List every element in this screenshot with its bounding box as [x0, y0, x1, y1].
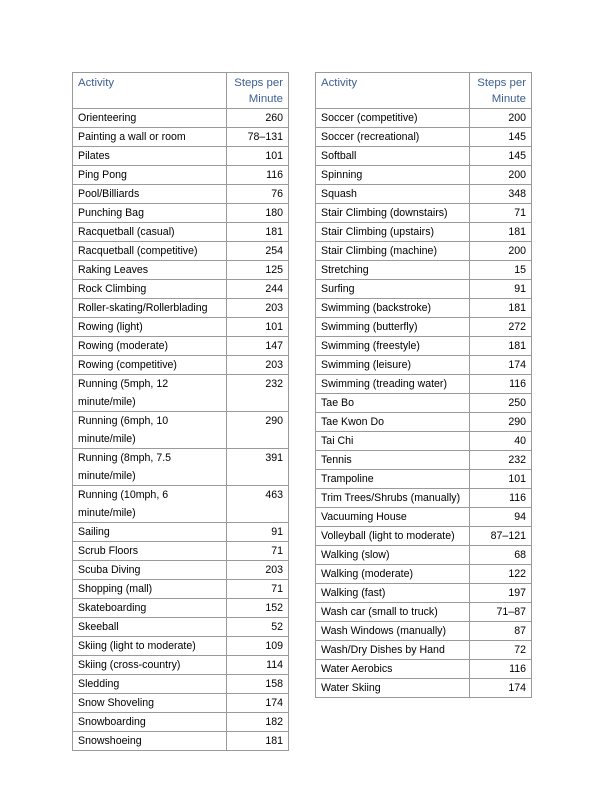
steps-column-header: Steps per Minute: [227, 73, 289, 109]
table-row: [73, 694, 289, 713]
activity-cell: Stair Climbing (upstairs): [316, 223, 470, 242]
steps-cell: 125: [227, 261, 289, 280]
table-row: [73, 280, 289, 299]
activity-cell: Running (8mph, 7.5 minute/mile): [73, 449, 227, 486]
steps-cell: 203: [227, 561, 289, 580]
activity-cell: Pool/Billiards: [73, 185, 227, 204]
table-row: [73, 299, 289, 318]
table-header-row: [73, 73, 289, 109]
activity-cell: Rowing (moderate): [73, 337, 227, 356]
steps-cell: 52: [227, 618, 289, 637]
activity-cell: Shopping (mall): [73, 580, 227, 599]
activity-cell: Pilates: [73, 147, 227, 166]
table-row: [73, 223, 289, 242]
steps-cell: 200: [470, 166, 532, 185]
activity-cell: Swimming (backstroke): [316, 299, 470, 318]
table-row: [73, 412, 289, 449]
table-row: [73, 318, 289, 337]
activity-cell: Running (10mph, 6 minute/mile): [73, 486, 227, 523]
steps-cell: 348: [470, 185, 532, 204]
steps-cell: 250: [470, 394, 532, 413]
table-row: [316, 128, 532, 147]
activity-cell: Water Skiing: [316, 679, 470, 698]
steps-cell: 174: [470, 679, 532, 698]
table-row: [73, 166, 289, 185]
table-row: [316, 356, 532, 375]
steps-cell: 200: [470, 242, 532, 261]
activity-cell: Rowing (competitive): [73, 356, 227, 375]
table-row: [316, 261, 532, 280]
table-row: [316, 527, 532, 546]
table-row: [316, 394, 532, 413]
steps-cell: 15: [470, 261, 532, 280]
activity-cell: Skiing (light to moderate): [73, 637, 227, 656]
activity-cell: Scrub Floors: [73, 542, 227, 561]
steps-cell: 272: [470, 318, 532, 337]
activity-cell: Stretching: [316, 261, 470, 280]
activity-cell: Soccer (competitive): [316, 109, 470, 128]
activity-cell: Rowing (light): [73, 318, 227, 337]
activity-cell: Orienteering: [73, 109, 227, 128]
table-body: [316, 109, 532, 698]
activity-cell: Scuba Diving: [73, 561, 227, 580]
table-row: [316, 679, 532, 698]
steps-cell: 87–121: [470, 527, 532, 546]
steps-cell: 232: [470, 451, 532, 470]
table-row: [316, 622, 532, 641]
steps-table-right: [315, 72, 532, 698]
table-row: [73, 261, 289, 280]
activity-cell: Trim Trees/Shrubs (manually): [316, 489, 470, 508]
steps-cell: 244: [227, 280, 289, 299]
table-row: [73, 449, 289, 486]
steps-cell: 72: [470, 641, 532, 660]
table-row: [316, 223, 532, 242]
activity-cell: Surfing: [316, 280, 470, 299]
table-row: [316, 280, 532, 299]
activity-cell: Tae Kwon Do: [316, 413, 470, 432]
steps-cell: 174: [470, 356, 532, 375]
activity-cell: Squash: [316, 185, 470, 204]
steps-cell: 158: [227, 675, 289, 694]
table-body: [73, 109, 289, 751]
activity-cell: Walking (fast): [316, 584, 470, 603]
steps-cell: 391: [227, 449, 289, 486]
steps-cell: 71: [470, 204, 532, 223]
activity-cell: Stair Climbing (machine): [316, 242, 470, 261]
steps-cell: 145: [470, 128, 532, 147]
activity-cell: Swimming (treading water): [316, 375, 470, 394]
table-row: [73, 618, 289, 637]
steps-cell: 116: [470, 375, 532, 394]
table-row: [73, 204, 289, 223]
activity-cell: Walking (slow): [316, 546, 470, 565]
table-row: [73, 580, 289, 599]
steps-cell: 180: [227, 204, 289, 223]
activity-cell: Racquetball (competitive): [73, 242, 227, 261]
activity-cell: Sledding: [73, 675, 227, 694]
steps-cell: 116: [470, 489, 532, 508]
table-row: [73, 128, 289, 147]
table-row: [73, 147, 289, 166]
activity-cell: Snowshoeing: [73, 732, 227, 751]
activity-cell: Tae Bo: [316, 394, 470, 413]
steps-cell: 232: [227, 375, 289, 412]
table-row: [316, 204, 532, 223]
steps-cell: 181: [470, 223, 532, 242]
activity-cell: Painting a wall or room: [73, 128, 227, 147]
activity-cell: Skeeball: [73, 618, 227, 637]
steps-cell: 197: [470, 584, 532, 603]
table-row: [316, 660, 532, 679]
activity-cell: Ping Pong: [73, 166, 227, 185]
table-row: [73, 375, 289, 412]
table-row: [73, 185, 289, 204]
steps-cell: 116: [227, 166, 289, 185]
table-row: [73, 713, 289, 732]
table-row: [316, 641, 532, 660]
activity-cell: Swimming (butterfly): [316, 318, 470, 337]
activity-cell: Spinning: [316, 166, 470, 185]
activity-column-header: Activity: [73, 73, 227, 109]
table-row: [73, 599, 289, 618]
steps-cell: 101: [227, 147, 289, 166]
activity-column-header: Activity: [316, 73, 470, 109]
steps-cell: 116: [470, 660, 532, 679]
steps-cell: 76: [227, 185, 289, 204]
activity-cell: Roller-skating/Rollerblading: [73, 299, 227, 318]
steps-cell: 181: [227, 223, 289, 242]
activity-cell: Trampoline: [316, 470, 470, 489]
steps-cell: 181: [470, 337, 532, 356]
steps-cell: 94: [470, 508, 532, 527]
table-row: [316, 413, 532, 432]
steps-cell: 68: [470, 546, 532, 565]
activity-cell: Running (5mph, 12 minute/mile): [73, 375, 227, 412]
steps-cell: 101: [227, 318, 289, 337]
table-row: [316, 603, 532, 622]
activity-cell: Volleyball (light to moderate): [316, 527, 470, 546]
steps-cell: 91: [470, 280, 532, 299]
activity-cell: Snow Shoveling: [73, 694, 227, 713]
table-row: [73, 486, 289, 523]
table-row: [316, 565, 532, 584]
table-row: [316, 109, 532, 128]
table-row: [316, 299, 532, 318]
steps-cell: 254: [227, 242, 289, 261]
activity-cell: Wash/Dry Dishes by Hand: [316, 641, 470, 660]
activity-cell: Tai Chi: [316, 432, 470, 451]
table-row: [73, 675, 289, 694]
activity-cell: Swimming (leisure): [316, 356, 470, 375]
steps-cell: 78–131: [227, 128, 289, 147]
steps-cell: 114: [227, 656, 289, 675]
steps-cell: 91: [227, 523, 289, 542]
steps-cell: 463: [227, 486, 289, 523]
steps-cell: 147: [227, 337, 289, 356]
steps-cell: 122: [470, 565, 532, 584]
activity-cell: Punching Bag: [73, 204, 227, 223]
steps-cell: 87: [470, 622, 532, 641]
table-row: [316, 147, 532, 166]
table-row: [73, 523, 289, 542]
activity-cell: Softball: [316, 147, 470, 166]
activity-cell: Wash Windows (manually): [316, 622, 470, 641]
steps-cell: 290: [470, 413, 532, 432]
activity-cell: Water Aerobics: [316, 660, 470, 679]
steps-cell: 203: [227, 356, 289, 375]
table-header-row: [316, 73, 532, 109]
activity-cell: Walking (moderate): [316, 565, 470, 584]
steps-column-header: Steps per Minute: [470, 73, 532, 109]
steps-cell: 71: [227, 542, 289, 561]
steps-cell: 71: [227, 580, 289, 599]
table-row: [316, 166, 532, 185]
steps-cell: 40: [470, 432, 532, 451]
activity-cell: Tennis: [316, 451, 470, 470]
table-row: [73, 242, 289, 261]
table-row: [316, 584, 532, 603]
table-row: [316, 508, 532, 527]
table-row: [73, 337, 289, 356]
table-row: [73, 542, 289, 561]
activity-cell: Vacuuming House: [316, 508, 470, 527]
steps-cell: 181: [227, 732, 289, 751]
activity-cell: Soccer (recreational): [316, 128, 470, 147]
steps-cell: 203: [227, 299, 289, 318]
activity-cell: Rock Climbing: [73, 280, 227, 299]
activity-cell: Swimming (freestyle): [316, 337, 470, 356]
activity-cell: Snowboarding: [73, 713, 227, 732]
activity-cell: Running (6mph, 10 minute/mile): [73, 412, 227, 449]
steps-cell: 152: [227, 599, 289, 618]
activity-cell: Raking Leaves: [73, 261, 227, 280]
steps-cell: 200: [470, 109, 532, 128]
steps-cell: 145: [470, 147, 532, 166]
table-row: [316, 451, 532, 470]
table-row: [316, 375, 532, 394]
steps-cell: 181: [470, 299, 532, 318]
table-row: [73, 356, 289, 375]
steps-cell: 101: [470, 470, 532, 489]
table-row: [73, 732, 289, 751]
activity-cell: Skiing (cross-country): [73, 656, 227, 675]
table-row: [316, 185, 532, 204]
activity-cell: Sailing: [73, 523, 227, 542]
steps-table-left: [72, 72, 289, 751]
table-row: [73, 656, 289, 675]
table-row: [316, 242, 532, 261]
table-row: [73, 109, 289, 128]
steps-cell: 290: [227, 412, 289, 449]
table-row: [316, 432, 532, 451]
table-row: [316, 470, 532, 489]
table-row: [316, 546, 532, 565]
activity-cell: Skateboarding: [73, 599, 227, 618]
steps-cell: 71–87: [470, 603, 532, 622]
steps-cell: 174: [227, 694, 289, 713]
table-row: [316, 489, 532, 508]
steps-cell: 109: [227, 637, 289, 656]
table-row: [73, 561, 289, 580]
table-row: [73, 637, 289, 656]
activity-cell: Wash car (small to truck): [316, 603, 470, 622]
activity-cell: Racquetball (casual): [73, 223, 227, 242]
table-row: [316, 337, 532, 356]
table-row: [316, 318, 532, 337]
steps-cell: 260: [227, 109, 289, 128]
activity-cell: Stair Climbing (downstairs): [316, 204, 470, 223]
steps-cell: 182: [227, 713, 289, 732]
